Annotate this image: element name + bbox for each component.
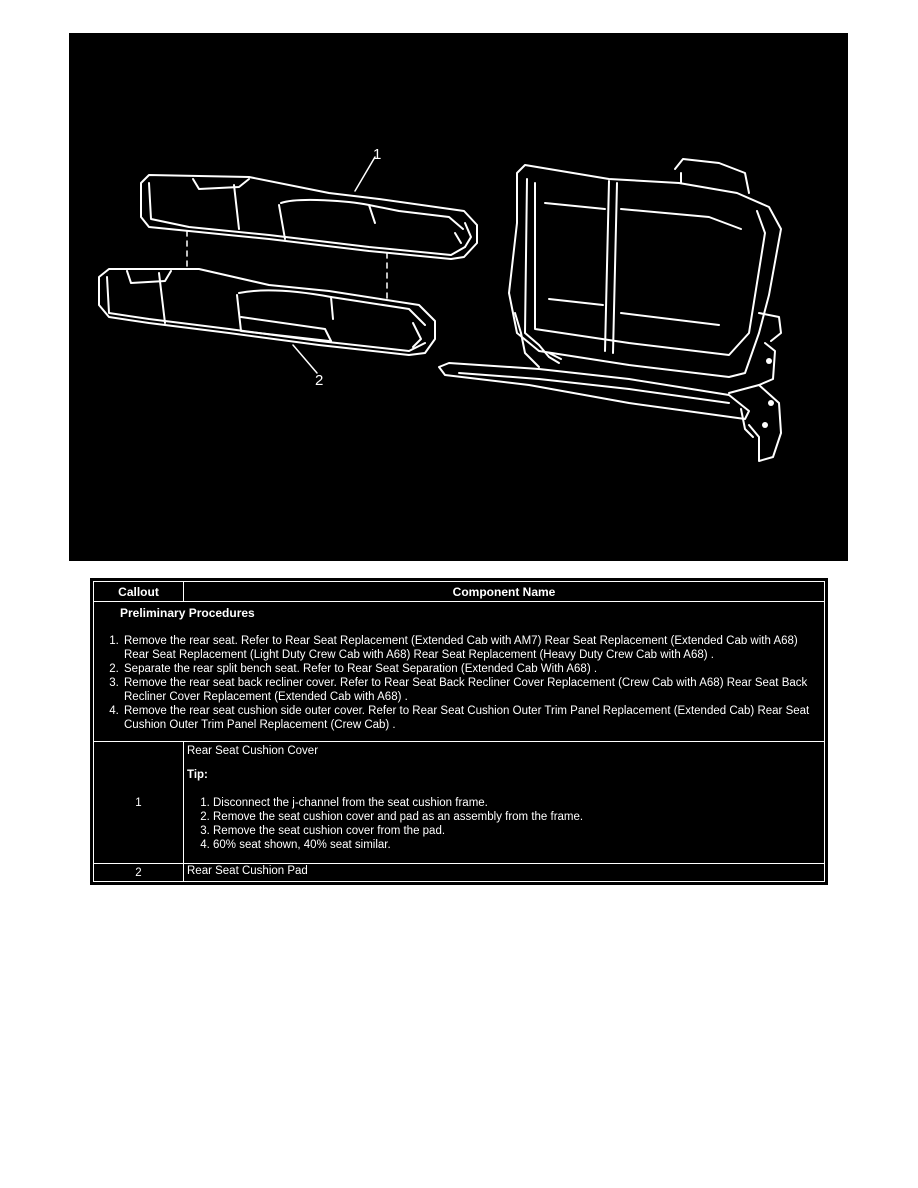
callout-label-2: 2 — [315, 372, 324, 389]
preliminary-step: 2. Separate the rear split bench seat. Refer to Rear Seat Separation (Extended Cab With A68) . — [122, 662, 818, 676]
table-row — [94, 742, 825, 864]
callout-table — [93, 581, 825, 882]
preliminary-step: 3. Remove the rear seat back recliner cover. Refer to Rear Seat Back Recliner Cover Replacement (Crew Cab with A68) Rear Seat Back Recliner Cover Replacement (Extended Cab with A68) . — [122, 676, 818, 704]
tip-label: Tip: — [187, 769, 208, 781]
preliminary-step: 4. Remove the rear seat cushion side outer cover. Refer to Rear Seat Cushion Outer Trim Panel Replacement (Extended Cab) Rear Seat Cushion Outer Trim Panel Replacement (Crew Cab) . — [122, 704, 818, 732]
component-name: Rear Seat Cushion Cover — [187, 745, 319, 757]
cushion-cover-drawing — [141, 175, 477, 259]
tip-step: 2. Remove the seat cushion cover and pad as an assembly from the frame. — [213, 810, 820, 824]
callout-number: 2 — [94, 864, 184, 882]
seat-diagram — [69, 33, 848, 561]
component-cell — [184, 742, 825, 864]
tip-step: 1. Disconnect the j-channel from the seat cushion frame. — [213, 796, 820, 810]
preliminary-steps — [100, 634, 818, 732]
component-name: Rear Seat Cushion Pad — [184, 864, 825, 882]
tip-steps — [187, 796, 820, 852]
table-header-row — [94, 582, 825, 602]
cushion-pad-drawing — [99, 269, 435, 355]
preliminary-step: 1. Remove the rear seat. Refer to Rear Seat Replacement (Extended Cab with AM7) Rear Seat Replacement (Extended Cab with A68) Rear Seat Replacement (Light Duty Crew Cab with A68) Rear Seat Replacement (Heavy Duty Crew Cab with A68) . — [122, 634, 818, 662]
seat-frame-drawing — [439, 159, 781, 461]
callout-label-1: 1 — [373, 146, 382, 163]
tip-step: 4. 60% seat shown, 40% seat similar. — [213, 838, 820, 852]
header-component-name: Component Name — [184, 582, 825, 602]
preliminary-title: Preliminary Procedures — [120, 606, 255, 620]
seat-illustration — [69, 33, 848, 561]
procedure-table — [90, 578, 828, 885]
table-row — [94, 864, 825, 882]
preliminary-cell — [94, 602, 825, 742]
header-callout: Callout — [94, 582, 184, 602]
preliminary-row — [94, 602, 825, 742]
tip-step: 3. Remove the seat cushion cover from the pad. — [213, 824, 820, 838]
callout-number: 1 — [94, 742, 184, 864]
